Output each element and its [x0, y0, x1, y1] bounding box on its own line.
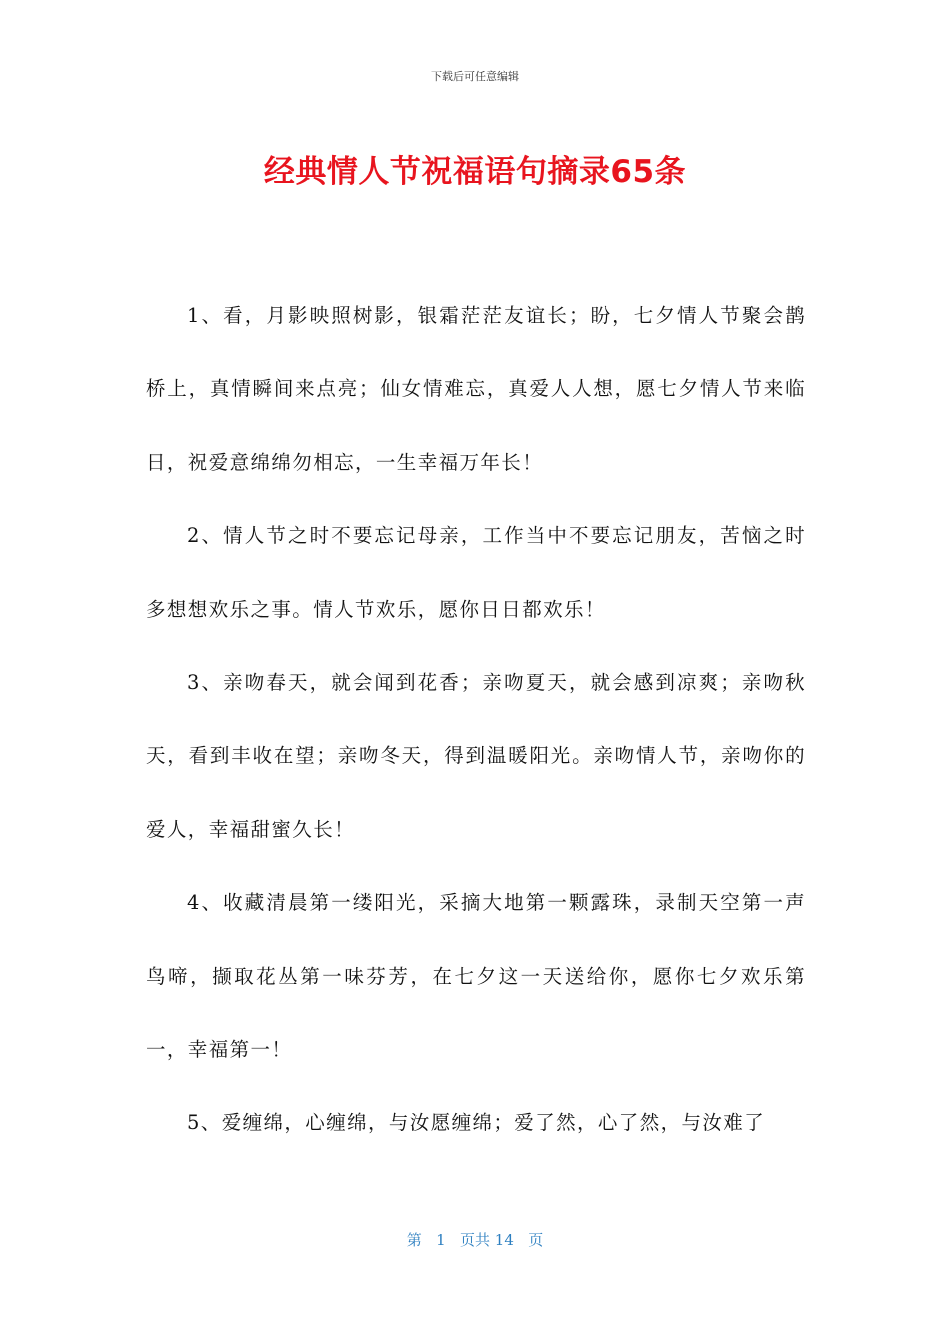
footer-total-pages: 14: [494, 1231, 514, 1249]
footer-page-number: 1: [436, 1231, 446, 1249]
document-body: [146, 279, 806, 1160]
document-title: 经典情人节祝福语句摘录65条: [263, 154, 687, 190]
footer-total-label: 页共: [459, 1231, 490, 1249]
paragraph-5: 5、爱缠绵，心缠绵，与汝愿缠绵；爱了然，心了然，与汝难了: [187, 1111, 766, 1135]
footer-page-suffix: 页: [528, 1231, 544, 1249]
paragraph-3: 3、亲吻春天，就会闻到花香；亲吻夏天，就会感到凉爽；亲吻秋天，看到丰收在望；亲吻冬天，得到温暖阳光。亲吻情人节，亲吻你的爱人，幸福甜蜜久长！: [146, 671, 806, 841]
paragraph-2: 2、情人节之时不要忘记母亲，工作当中不要忘记朋友，苦恼之时多想想欢乐之事。情人节欢乐，愿你日日都欢乐！: [146, 524, 806, 621]
paragraph-4: 4、收藏清晨第一缕阳光，采摘大地第一颗露珠，录制天空第一声鸟啼，撷取花丛第一味芬芳，在七夕这一天送给你，愿你七夕欢乐第一，幸福第一！: [146, 891, 806, 1062]
header-note: 下载后可任意编辑: [431, 70, 519, 83]
paragraph-1: 1、看，月影映照树影，银霜茫茫友谊长；盼，七夕情人节聚会鹊桥上，真情瞬间来点亮；仙女情难忘，真爱人人想，愿七夕情人节来临日，祝爱意绵绵勿相忘，一生幸福万年长！: [146, 304, 806, 474]
footer-page-label: 第: [406, 1231, 422, 1249]
page-footer: [0, 1229, 950, 1250]
